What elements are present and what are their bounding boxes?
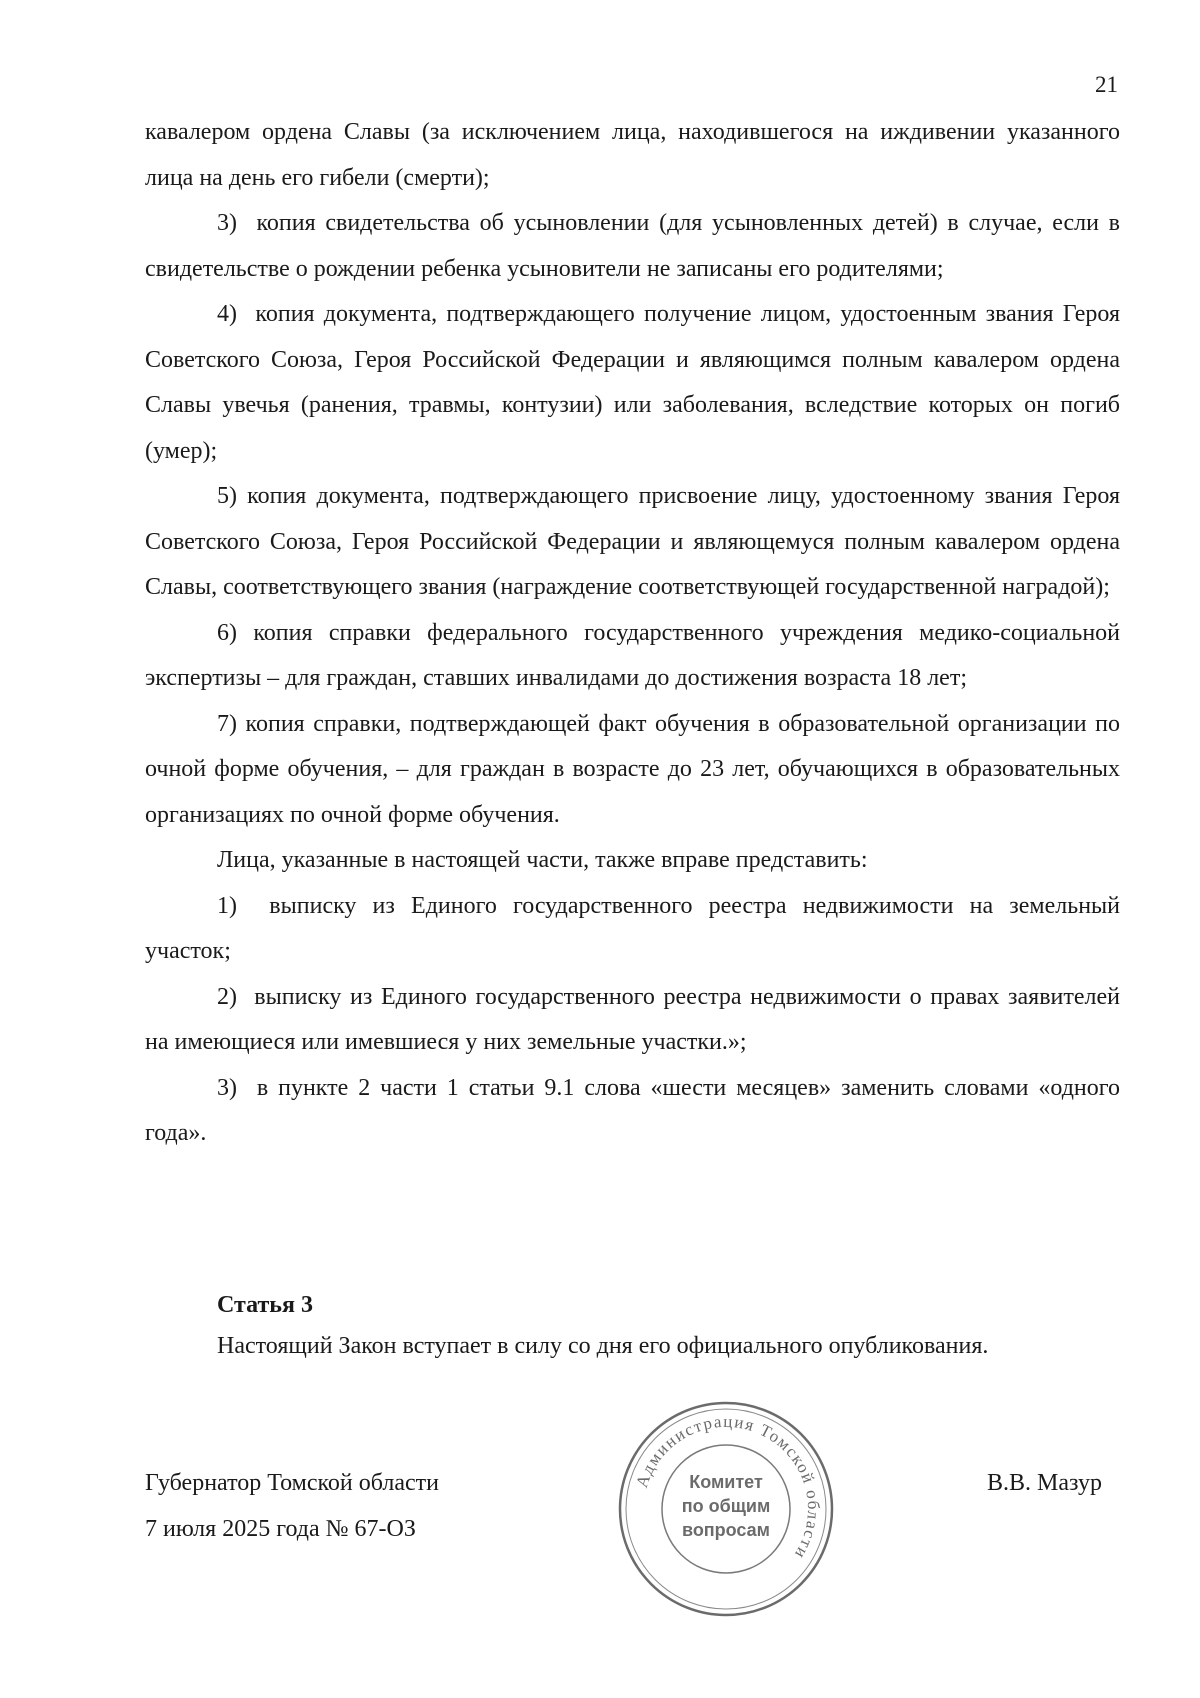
document-body	[145, 110, 1120, 1157]
stamp-center-line-3: вопросам	[681, 1520, 771, 1540]
stamp-center-line-2: по общим	[681, 1496, 771, 1516]
paragraph-amendment-3: 3) в пункте 2 части 1 статьи 9.1 слова «шести месяцев» заменить словами «одного года».	[145, 1074, 1120, 1146]
paragraph-item-6: 6) копия справки федерального государственного учреждения медико-социальной экспертизы – для граждан, ставших инвалидами до достижения возраста 18 лет;	[145, 619, 1120, 691]
paragraph-item-3: 3) копия свидетельства об усыновлении (для усыновленных детей) в случае, если в свидетельстве о рождении ребенка усыновители не записаны его родителями;	[145, 210, 1120, 282]
paragraph-extract-1: 1) выписку из Единого государственного реестра недвижимости на земельный участок;	[145, 892, 1120, 964]
stamp-center-line-1: Комитет	[689, 1472, 763, 1492]
signatory-title: Губернатор Томской области	[145, 1470, 439, 1496]
paragraph-item-7: 7) копия справки, подтверждающей факт обучения в образовательной организации по очной форме обучения, – для граждан в возрасте до 23 лет, обучающихся в образовательных организациях по очной форме обучения.	[145, 710, 1120, 828]
paragraph-continuation: кавалером ордена Славы (за исключением лица, находившегося на иждивении указанного лица на день его гибели (смерти);	[145, 119, 1120, 191]
stamp-ring-text: Администрация Томской области	[632, 1411, 824, 1563]
article-text: Настоящий Закон вступает в силу со дня его официального опубликования.	[217, 1333, 989, 1359]
law-date-number: 7 июля 2025 года № 67-ОЗ	[145, 1516, 416, 1542]
article-heading: Статья 3	[217, 1292, 313, 1318]
signatory-name: В.В. Мазур	[987, 1470, 1102, 1496]
page-number: 21	[1095, 72, 1118, 97]
paragraph-intro: Лица, указанные в настоящей части, также вправе представить:	[217, 847, 868, 873]
paragraph-item-4: 4) копия документа, подтверждающего получение лицом, удостоенным звания Героя Советского Союза, Героя Российской Федерации и являющимся полным кавалером ордена Славы увечья (ранения, травмы, контузии) или заболевания, вследствие которых он погиб (умер);	[145, 301, 1120, 464]
paragraph-extract-2: 2) выписку из Единого государственного реестра недвижимости о правах заявителей на имеющиеся или имевшиеся у них земельные участки.»;	[145, 983, 1120, 1055]
paragraph-item-5: 5) копия документа, подтверждающего присвоение лицу, удостоенному звания Героя Советского Союза, Героя Российской Федерации и являющемуся полным кавалером ордена Славы, соответствующего звания (награждение соответствующей государственной наградой);	[145, 483, 1120, 600]
official-stamp	[615, 1398, 837, 1620]
